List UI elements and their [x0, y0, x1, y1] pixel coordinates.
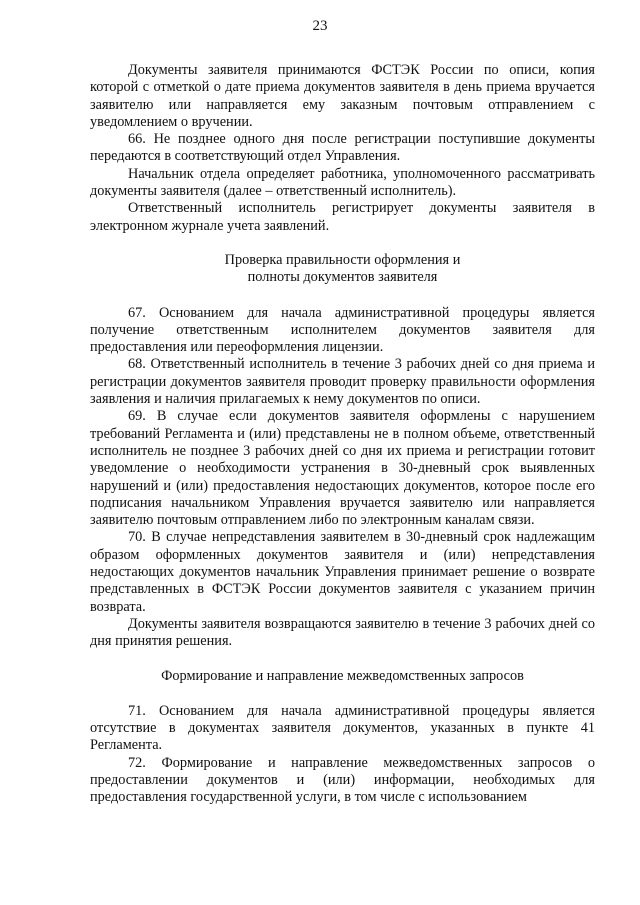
paragraph: 70. В случае непредставления заявителем в 30-дневный срок надлежащим образом оформленных документов заявителя и (или) непредставления недостающих документов начальник Управления принимает решение о возврате представленных в ФСТЭК России документов заявителя с указанием причин возврата. — [90, 529, 595, 615]
page-number: 23 — [312, 18, 328, 34]
paragraph: 67. Основанием для начала административной процедуры является получение ответственным исполнителем документов заявителя для предоставления или переоформления лицензии. — [90, 304, 595, 356]
paragraph: Ответственный исполнитель регистрирует документы заявителя в электронном журнале учета заявлений. — [90, 200, 595, 234]
document-body — [90, 62, 595, 807]
paragraph: 72. Формирование и направление межведомственных запросов о предоставлении документов и (или) информации, необходимых для предоставления государственной услуги, в том числе с использованием — [90, 754, 595, 806]
paragraph: 69. В случае если документов заявителя оформлены с нарушением требований Регламента и (или) представлены не в полном объеме, ответственный исполнитель не позднее 3 рабочих дней со дня их приема и регистрации готовит уведомление о необходимости устранения в 30-дневный срок выявленных нарушений и (или) предоставления недостающих документов, которое после его подписания начальником Управления вручается заявителю или направляется заявителю почтовым отправлением либо по электронным каналам связи. — [90, 408, 595, 529]
section-heading: Формирование и направление межведомственных запросов — [161, 667, 524, 684]
paragraph: 71. Основанием для начала административной процедуры является отсутствие в документах заявителя документов, указанных в пункте 41 Регламента. — [90, 702, 595, 754]
paragraph: 68. Ответственный исполнитель в течение 3 рабочих дней со дня приема и регистрации документов заявителя проводит проверку правильности оформления заявления и наличия прилагаемых к нему документов по описи. — [90, 356, 595, 408]
paragraph: 66. Не позднее одного дня после регистрации поступившие документы передаются в соответствующий отдел Управления. — [90, 131, 595, 165]
paragraph: Начальник отдела определяет работника, уполномоченного рассматривать документы заявителя (далее – ответственный исполнитель). — [90, 165, 595, 200]
section-heading: Проверка правильности оформления и полноты документов заявителя — [224, 251, 461, 286]
paragraph: Документы заявителя принимаются ФСТЭК России по описи, копия которой с отметкой о дате приема документов заявителя в день приема вручается заявителю или направляется ему заказным почтовым отправлением с уведомлением о вручении. — [90, 62, 595, 130]
paragraph: Документы заявителя возвращаются заявителю в течение 3 рабочих дней со дня принятия решения. — [90, 615, 595, 650]
